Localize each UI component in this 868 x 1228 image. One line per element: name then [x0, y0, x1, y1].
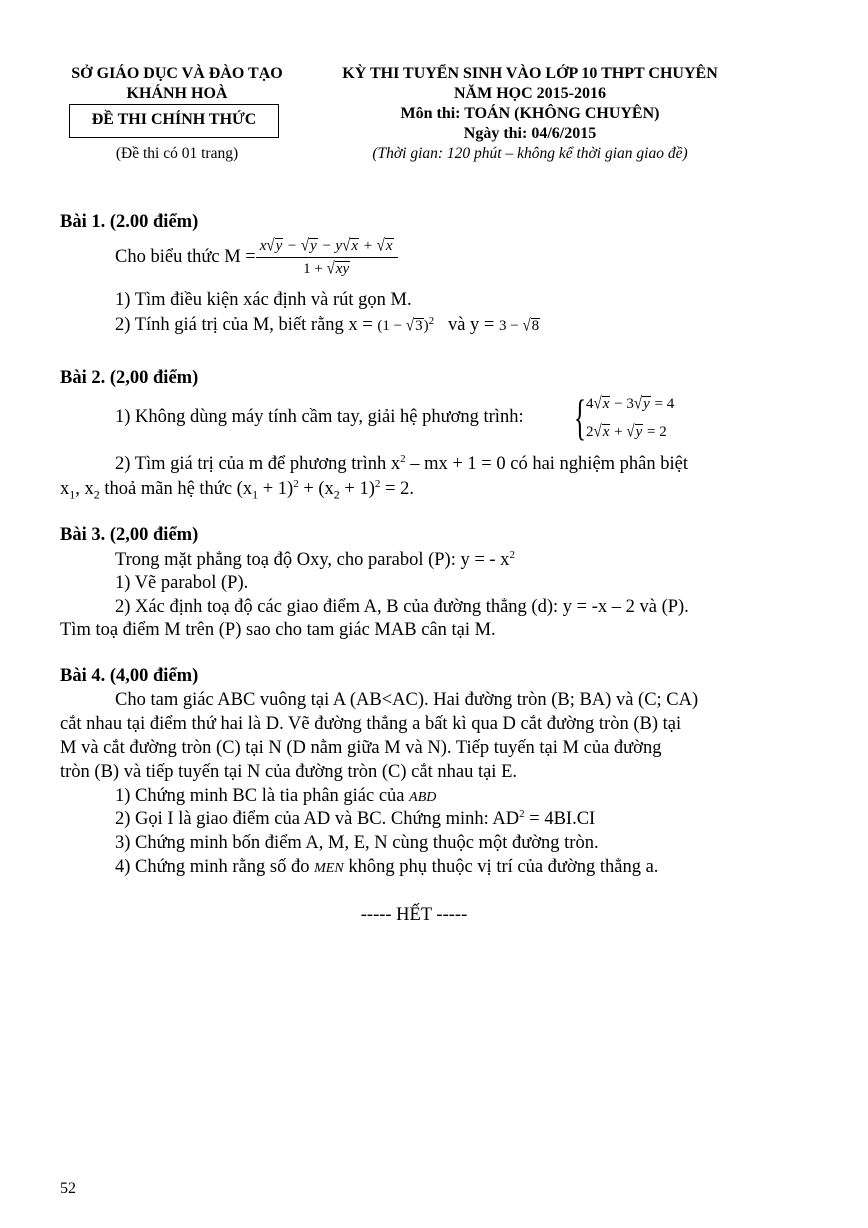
- bai4-q4: 4) Chứng minh rằng số đo MEN không phụ thuộc vị trí của đường thẳng a.: [115, 857, 659, 877]
- bai3-q2-line2: Tìm toạ điểm M trên (P) sao cho tam giác MAB cân tại M.: [60, 620, 496, 640]
- bai2-q2-line2: $x_1$, $x_2$ thoả mãn hệ thức $(x_1 + 1)^2 + (x_2 + 1)^2 = 2$.: [60, 477, 414, 502]
- system-brace: {: [574, 389, 586, 445]
- x-value: $(1 - √3)^2$: [377, 315, 435, 336]
- m-numerator: x√y − √y − y√x + √x: [256, 237, 398, 258]
- bai4-title: Bài 4. (4,00 điểm): [60, 666, 199, 686]
- y-value: 3 − √8: [498, 316, 540, 336]
- bai3-q1: 1) Vẽ parabol (P).: [115, 573, 249, 593]
- bai2-q2-line1: 2) Tìm giá trị của m để phương trình $x^2$ – mx + 1 = 0 có hai nghiệm phân biệt: [115, 452, 688, 474]
- bai1-intro: Cho biểu thức M =: [115, 247, 256, 267]
- equation-1: 4√x − 3√y = 4: [586, 394, 675, 414]
- bai3-title: Bài 3. (2,00 điểm): [60, 525, 199, 545]
- bai4-para-line2: cắt nhau tại điểm thứ hai là D. Vẽ đường thẳng a bất kì qua D cắt đường tròn (B) tại: [60, 714, 682, 734]
- bai4-para-line1: Cho tam giác ABC vuông tại A (AB<AC). Hai đường tròn (B; BA) và (C; CA): [115, 690, 699, 710]
- m-denominator: 1 + √xy: [303, 259, 350, 278]
- official-exam-box: ĐỀ THI CHÍNH THỨC: [69, 104, 279, 138]
- bai1-title: Bài 1. (2.00 điểm): [60, 212, 199, 232]
- bai1-q2: 2) Tính giá trị của M, biết rằng $x = (1 - √3)^2$ và y = 3 − √8: [115, 315, 540, 336]
- m-fraction: [256, 237, 398, 278]
- bai2-title: Bài 2. (2,00 điểm): [60, 368, 199, 388]
- province-name: KHÁNH HOÀ: [126, 85, 228, 102]
- bai4-para-line4: tròn (B) và tiếp tuyến tại N của đường tròn (C) cắt nhau tại E.: [60, 762, 517, 782]
- bai1-expression: [115, 236, 398, 278]
- bai4-para-line3: M và cắt đường tròn (C) tại N (D nằm giữa M và N). Tiếp tuyến tại M của đường: [60, 738, 662, 758]
- exam-date: Ngày thi: 04/6/2015: [463, 125, 597, 142]
- bai1-q1: 1) Tìm điều kiện xác định và rút gọn M.: [115, 290, 412, 310]
- equation-system: [574, 388, 704, 448]
- equation-2: 2√x + √y = 2: [586, 422, 667, 442]
- department-name: SỞ GIÁO DỤC VÀ ĐÀO TẠO: [71, 65, 283, 82]
- time-note: (Thời gian: 120 phút – không kể thời gian giao đề): [372, 145, 688, 162]
- bai4-q1: 1) Chứng minh BC là tia phân giác của ABD: [115, 786, 437, 806]
- exam-title: KỲ THI TUYỂN SINH VÀO LỚP 10 THPT CHUYÊN: [342, 65, 718, 82]
- bai4-q2: 2) Gọi I là giao điểm của AD và BC. Chứng minh: $AD^2 = 4BI.CI$: [115, 807, 596, 829]
- page-number: 52: [60, 1180, 76, 1197]
- end-marker: ----- HẾT -----: [360, 905, 468, 925]
- bai3-q2-line1: 2) Xác định toạ độ các giao điểm A, B của đường thẳng (d): y = -x – 2 và (P).: [115, 597, 689, 617]
- bai4-q3: 3) Chứng minh bốn điểm A, M, E, N cùng thuộc một đường tròn.: [115, 833, 599, 853]
- angle-men: MEN: [314, 861, 344, 876]
- school-year: NĂM HỌC 2015-2016: [454, 85, 606, 102]
- bai2-q1: 1) Không dùng máy tính cầm tay, giải hệ phương trình:: [115, 407, 524, 427]
- subject: Môn thi: TOÁN (KHÔNG CHUYÊN): [400, 105, 660, 122]
- angle-abd: ABD: [409, 790, 437, 805]
- bai3-intro: Trong mặt phẳng toạ độ Oxy, cho parabol (P): y = - $x^2$: [115, 548, 515, 570]
- pages-note: (Đề thi có 01 trang): [115, 145, 239, 162]
